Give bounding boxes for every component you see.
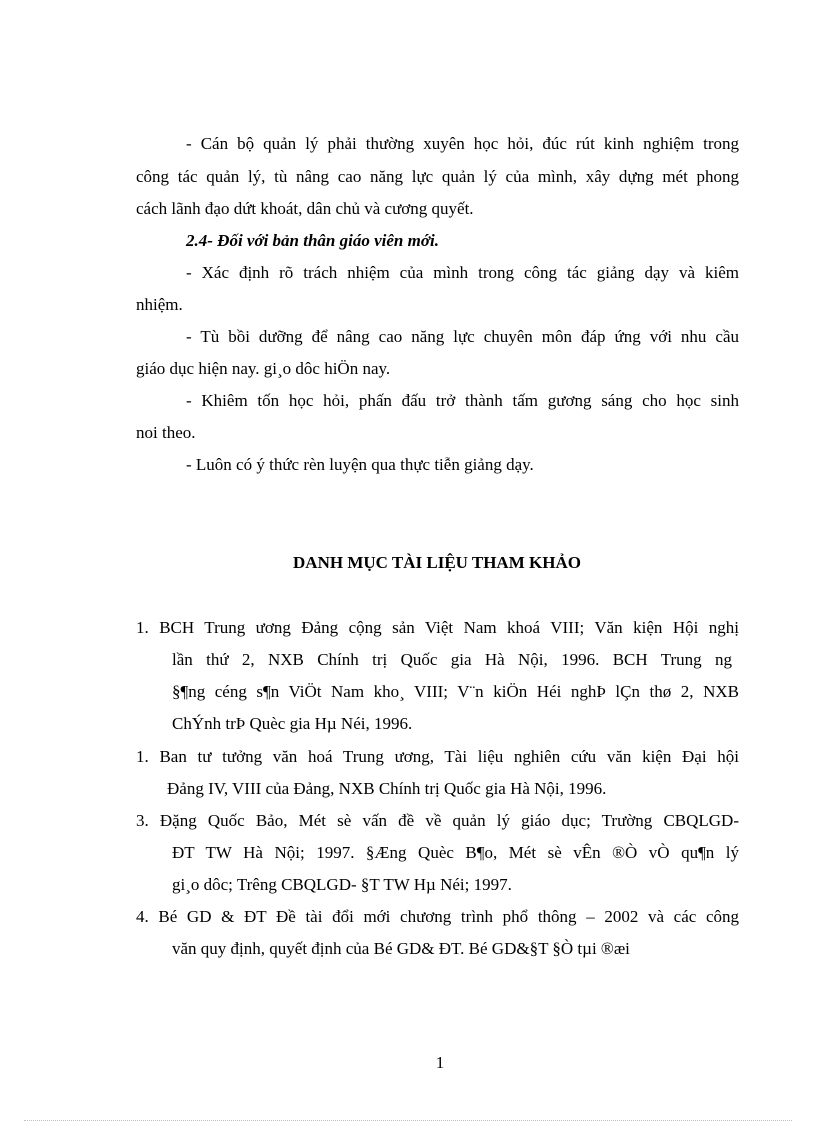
paragraph-5-line-1: - Luôn có ý thức rèn luyện qua thực tiễn giảng dạy. bbox=[186, 455, 534, 474]
reference-2-line-1: 1. Ban tư tưởng văn hoá Trung ương, Tài liệu nghiên cứu văn kiện Đại hội bbox=[136, 747, 739, 766]
paragraph-3-line-1: - Tù bồi dưỡng để nâng cao năng lực chuyên môn đáp ứng với nhu cầu bbox=[186, 327, 739, 346]
paragraph-4-line-1: - Khiêm tốn học hỏi, phấn đấu trở thành tấm gương sáng cho học sinh bbox=[186, 391, 739, 410]
paragraph-3-line-2: giáo dục hiện nay. gi¸o dôc hiÖn nay. bbox=[136, 359, 391, 378]
reference-3-line-2: ĐT TW Hà Nội; 1997. §Æng Quèc B¶o, Mét sè vÊn ®Ò vÒ qu¶n lý bbox=[172, 843, 739, 862]
page-bottom-divider bbox=[24, 1120, 792, 1121]
reference-3-line-3: gi¸o dôc; Trêng CBQLGD- §T TW Hµ Néi; 1997. bbox=[172, 875, 512, 894]
paragraph-2-line-1: - Xác định rõ trách nhiệm của mình trong công tác giảng dạy và kiêm bbox=[186, 263, 739, 282]
page-number: 1 bbox=[435, 1053, 445, 1072]
reference-1-line-2: lần thứ 2, NXB Chính trị Quốc gia Hà Nội, 1996. BCH Trung ng bbox=[172, 650, 732, 669]
reference-4-line-2: văn quy định, quyết định của Bé GD& ĐT. Bé GD&§T §Ò tµi ®æi bbox=[172, 939, 630, 958]
reference-1-line-1: 1. BCH Trung ương Đảng cộng sản Việt Nam khoá VIII; Văn kiện Hội nghị bbox=[136, 618, 739, 637]
reference-1-line-4: ChÝnh trÞ Quèc gia Hµ Néi, 1996. bbox=[172, 714, 413, 733]
paragraph-4-line-2: noi theo. bbox=[136, 423, 196, 442]
paragraph-1-line-3: cách lãnh đạo dứt khoát, dân chủ và cương quyết. bbox=[136, 199, 474, 218]
paragraph-2-line-2: nhiệm. bbox=[136, 295, 183, 314]
paragraph-1-line-1: - Cán bộ quản lý phải thường xuyên học hỏi, đúc rút kinh nghiệm trong bbox=[186, 134, 739, 153]
section-heading: 2.4- Đối với bản thân giáo viên mới. bbox=[186, 231, 439, 250]
reference-2-line-2: Đảng IV, VIII của Đảng, NXB Chính trị Quốc gia Hà Nội, 1996. bbox=[167, 779, 607, 798]
references-title: DANH MỤC TÀI LIỆU THAM KHẢO bbox=[293, 553, 581, 572]
reference-4-line-1: 4. Bé GD & ĐT Đề tài đổi mới chương trình phổ thông – 2002 và các công bbox=[136, 907, 739, 926]
reference-1-line-3: §¶ng céng s¶n ViÖt Nam kho¸ VIII; V¨n kiÖn Héi nghÞ lÇn thø 2, NXB bbox=[172, 682, 739, 701]
paragraph-1-line-2: công tác quản lý, tù nâng cao năng lực quản lý của mình, xây dựng mét phong bbox=[136, 167, 739, 186]
reference-3-line-1: 3. Đặng Quốc Bảo, Mét sè vấn đề về quản lý giáo dục; Trường CBQLGD- bbox=[136, 811, 739, 830]
